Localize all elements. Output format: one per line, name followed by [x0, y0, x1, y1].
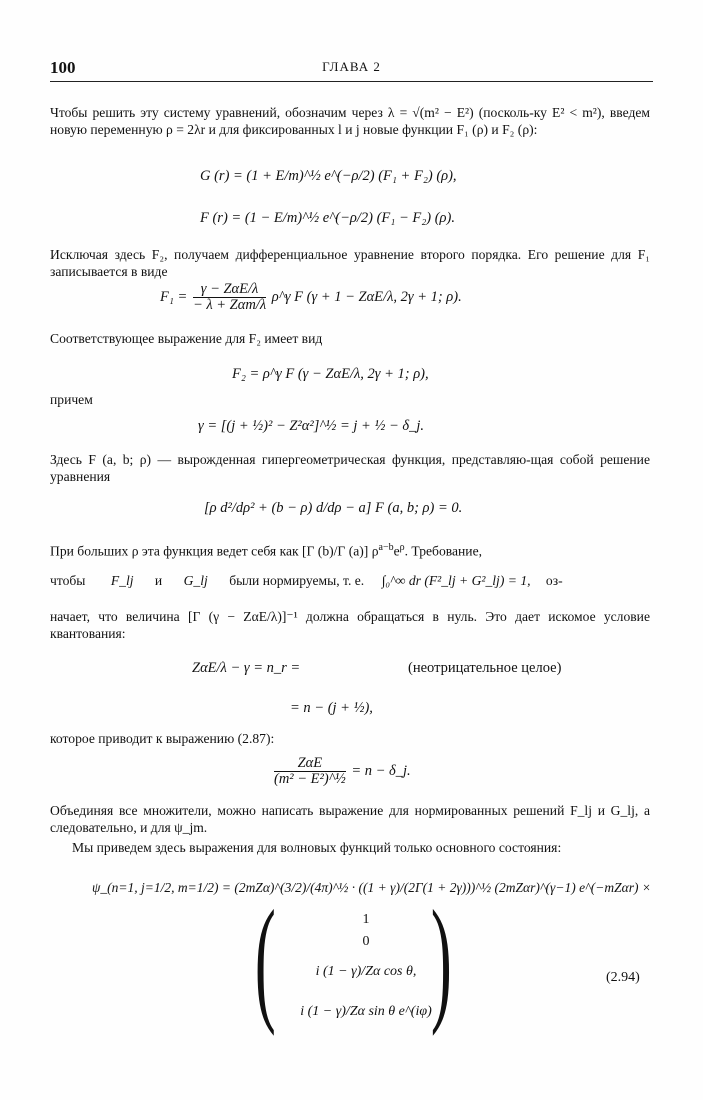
equation-label: (2.94)	[606, 970, 640, 985]
equation-G: G (r) = (1 + E/m)^½ e^(−ρ/2) (F₁ + F₂) (ρ),	[200, 168, 457, 184]
norm-integral: ∫₀^∞ dr (F²_lj + G²_lj) = 1,	[381, 573, 531, 588]
paragraph-ground-state: Мы приведем здесь выражения для волновых функций только основного состояния:	[72, 840, 562, 855]
chapter-title: ГЛАВА 2	[322, 59, 381, 74]
equation-quant-1: ZαE/λ − γ = n_r =	[192, 660, 301, 676]
norm-F: F_lj	[110, 573, 134, 588]
F1-lhs: F₁ =	[160, 288, 188, 305]
paragraph-asymptotic	[50, 539, 650, 560]
equation-F1	[160, 282, 462, 313]
F1-denominator: − λ + Zαm/λ	[192, 297, 267, 313]
page-number: 100	[50, 58, 76, 77]
equation-result	[272, 756, 411, 787]
equation-F: F (r) = (1 − E/m)^½ e^(−ρ/2) (F₁ − F₂) (ρ).	[200, 210, 455, 226]
paragraph-intro: Чтобы решить эту систему уравнений, обозначим через λ = √(m² − E²) (посколь-ку E² < m²), введем новую переменную ρ = 2λr и для фиксированных l и j новые функции F₁ (ρ) и F₂ (ρ):	[50, 105, 650, 137]
paragraph-hypergeometric: Здесь F (a, b; ρ) — вырожденная гипергеометрическая функция, представляю-щая собой решение уравнения	[50, 452, 650, 484]
asymptotic-e: e	[393, 543, 400, 559]
paragraph-where: причем	[50, 392, 93, 407]
F1-rest: ρ^γ F (γ + 1 − ZαE/λ, 2γ + 1; ρ).	[271, 288, 462, 305]
matrix-row-4: i (1 − γ)/Zα sin θ e^(iφ)	[300, 1004, 432, 1019]
equation-psi: ψ_(n=1, j=1/2, m=1/2) = (2mZα)^(3/2)/(4π)^½ · ((1 + γ)/(2Γ(1 + 2γ)))^½ (2mZαr)^(γ−1) e^(−mZαr) ×	[92, 880, 651, 895]
norm-word-1: чтобы	[50, 573, 86, 588]
F1-fraction	[193, 282, 266, 313]
F1-numerator: γ − ZαE/λ	[193, 282, 266, 298]
paragraph-eliminating: Исключая здесь F₂, получаем дифференциальное уравнение второго порядка. Его решение для F₁ записывается в виде	[50, 247, 650, 279]
asymptotic-exp-1: a−b	[378, 542, 394, 553]
result-rhs: = n − δ_j.	[351, 762, 411, 779]
result-denominator: (m² − E²)^½	[274, 771, 346, 787]
matrix-row-3: i (1 − γ)/Zα cos θ,	[315, 964, 417, 979]
matrix-row-1: 1	[362, 912, 370, 927]
equation-F2: F₂ = ρ^γ F (γ − ZαE/λ, 2γ + 1; ρ),	[232, 366, 429, 382]
norm-word-3: были нормируемы, т. е.	[229, 573, 365, 588]
paragraph-normalizable	[50, 572, 650, 589]
asymptotic-tail: . Требование,	[404, 543, 483, 559]
quant-note: (неотрицательное целое)	[408, 660, 562, 676]
left-paren: (	[254, 882, 276, 1037]
norm-word-2: и	[154, 573, 163, 588]
right-paren: )	[430, 882, 452, 1037]
paragraph-combining: Объединяя все множители, можно написать выражение для нормированных решений F_lj и G_lj, а следовательно, и для ψ_jm.	[50, 803, 650, 835]
equation-hypergeometric: [ρ d²/dρ² + (b − ρ) d/dρ − a] F (a, b; ρ) = 0.	[204, 500, 463, 516]
matrix-row-2: 0	[362, 934, 370, 949]
paragraph-quantization: начает, что величина [Γ (γ − ZαE/λ)]⁻¹ должна обращаться в нуль. Это дает искомое условие квантования:	[50, 609, 650, 641]
norm-word-4: оз-	[545, 573, 563, 588]
result-numerator: ZαE	[274, 756, 346, 772]
asymptotic-text: При больших ρ эта функция ведет себя как [Γ (b)/Γ (a)] ρ	[50, 543, 379, 559]
header-rule	[50, 81, 653, 82]
result-fraction	[274, 756, 346, 787]
page-header	[50, 58, 653, 80]
equation-gamma: γ = [(j + ½)² − Z²α²]^½ = j + ½ − δ_j.	[198, 418, 425, 434]
asymptotic-exp-2: ρ	[399, 542, 405, 553]
paragraph-leads-to: которое приводит к выражению (2.87):	[50, 731, 275, 746]
equation-quant-2: = n − (j + ½),	[290, 700, 373, 716]
spinor-matrix	[254, 882, 452, 1040]
norm-G: G_lj	[183, 573, 208, 588]
paragraph-corresponding: Соответствующее выражение для F₂ имеет вид	[50, 331, 323, 346]
